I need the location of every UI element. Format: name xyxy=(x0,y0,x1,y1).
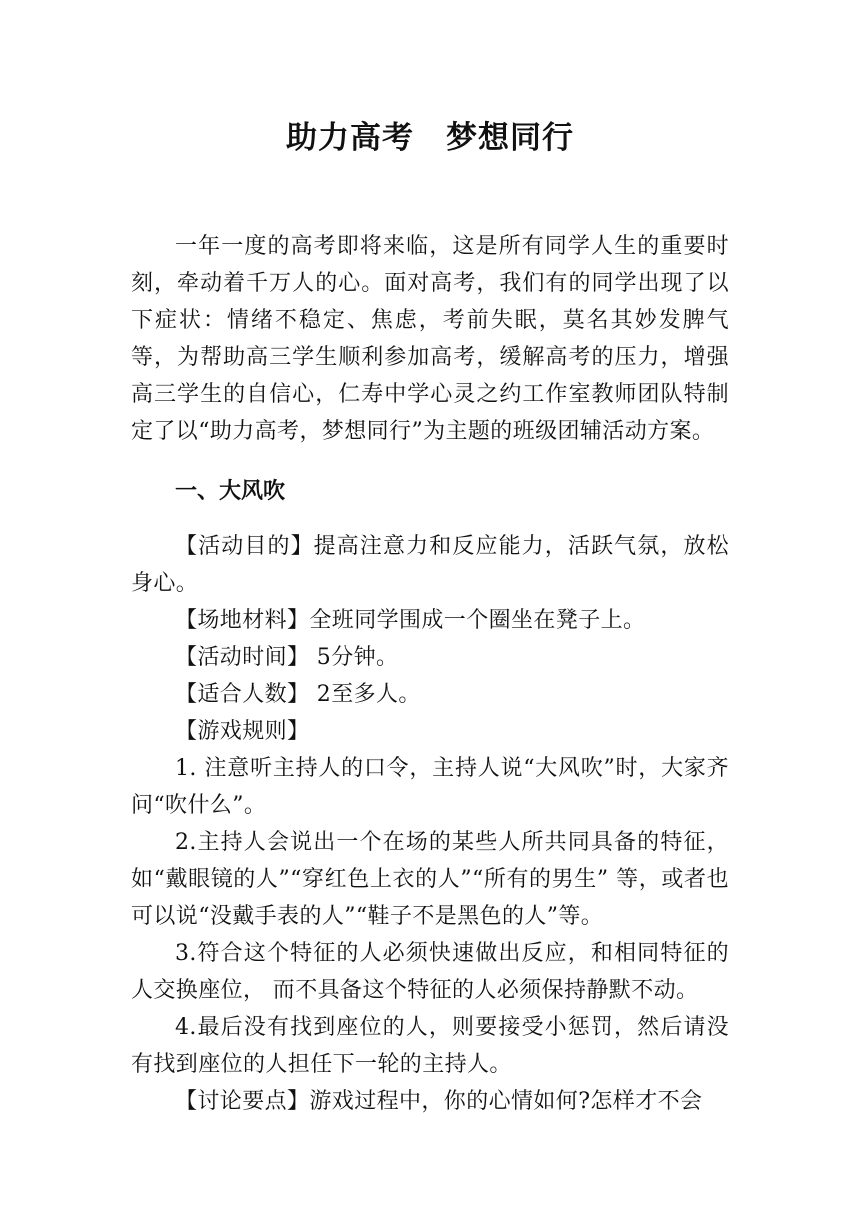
rule-item: 2.主持人会说出一个在场的某些人所共同具备的特征，如“戴眼镜的人”“穿红色上衣的人”“所有的男生” 等，或者也可以说“没戴手表的人”“鞋子不是黑色的人”等。 xyxy=(131,830,729,929)
document-body xyxy=(131,228,729,1120)
activity-materials: 【场地材料】全班同学围成一个圈坐在凳子上。 xyxy=(175,608,646,633)
rules-label: 【游戏规则】 xyxy=(175,719,310,744)
intro-paragraph: 一年一度的高考即将来临，这是所有同学人生的重要时刻，牵动着千万人的心。面对高考，我们有的同学出现了以下症状：情绪不稳定、焦虑，考前失眠，莫名其妙发脾气等，为帮助高三学生顺利参加高考，缓解高考的压力，增强高三学生的自信心，仁寿中学心灵之约工作室教师团队特制定了以“助力高考，梦想同行”为主题的班级团辅活动方案。 xyxy=(131,234,729,444)
rule-item: 1. 注意听主持人的口令，主持人说“大风吹”时，大家齐问“吹什么”。 xyxy=(131,756,729,818)
activity-people: 【适合人数】 2至多人。 xyxy=(175,682,421,707)
activity-time: 【活动时间】 5分钟。 xyxy=(175,645,399,670)
document-title: 助力高考 梦想同行 xyxy=(286,120,574,156)
activity-purpose: 【活动目的】提高注意力和反应能力，活跃气氛，放松身心。 xyxy=(131,534,729,596)
discussion-points: 【讨论要点】游戏过程中，你的心情如何?怎样才不会 xyxy=(175,1089,703,1114)
rule-item: 4.最后没有找到座位的人，则要接受小惩罚，然后请没有找到座位的人担任下一轮的主持人。 xyxy=(131,1015,729,1077)
rule-item: 3.符合这个特征的人必须快速做出反应，和相同特征的人交换座位， 而不具备这个特征的人必须保持静默不动。 xyxy=(131,941,729,1003)
section-heading: 一、大风吹 xyxy=(175,479,286,504)
